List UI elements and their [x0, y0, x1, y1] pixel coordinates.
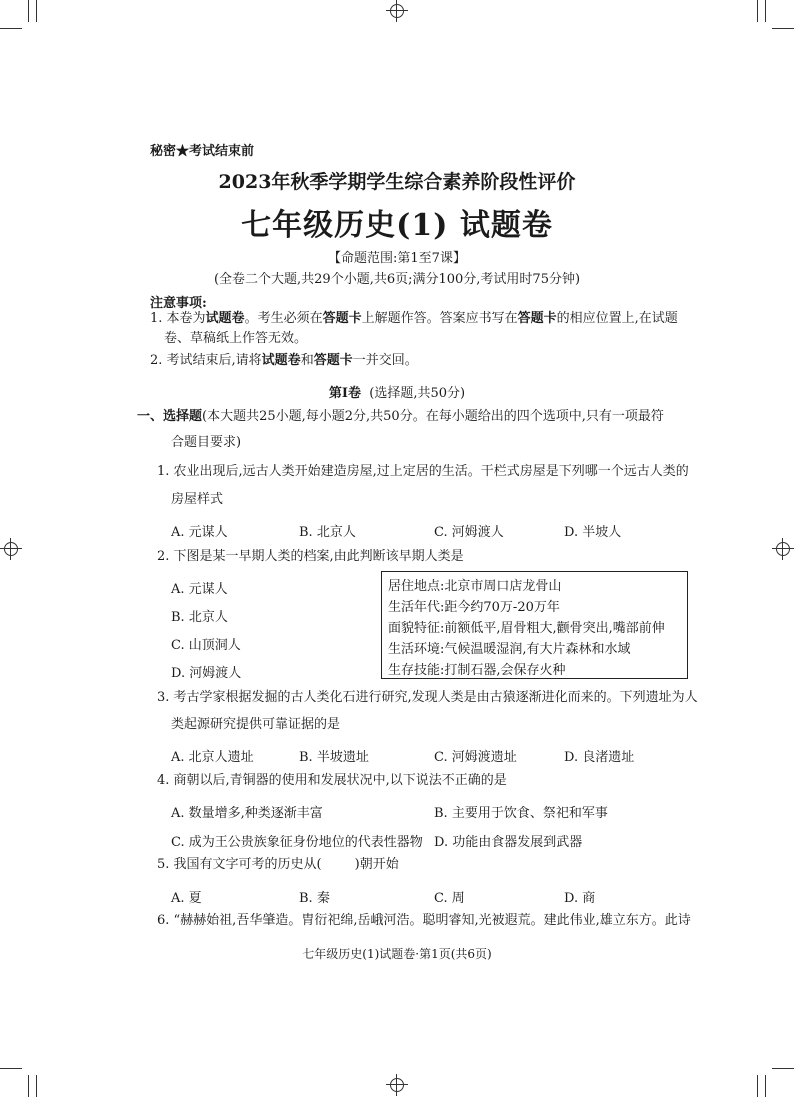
registration-mark-left: [0, 538, 22, 560]
option: C. 河姆渡人: [434, 525, 504, 540]
option: A. 北京人遗址: [171, 750, 254, 765]
crop-mark: [772, 28, 794, 29]
option: C. 周: [434, 891, 465, 906]
exam-title: 2023年秋季学期学生综合素养阶段性评价: [218, 171, 576, 193]
crop-mark: [0, 28, 22, 29]
option: A. 元谋人: [171, 525, 228, 540]
page-footer: 七年级历史(1)试题卷·第1页(共6页): [302, 947, 492, 961]
paper-title: 七年级历史(1) 试题卷: [241, 208, 553, 243]
option: B. 北京人: [299, 525, 356, 540]
option: B. 主要用于饮食、祭祀和军事: [434, 806, 608, 821]
option: C. 成为王公贵族象征身份地位的代表性器物: [171, 835, 423, 850]
question-4: 4. 商朝以后,青铜器的使用和发展状况中,以下说法不正确的是: [157, 773, 507, 788]
confidential-label: 秘密★考试结束前: [150, 144, 255, 159]
crop-mark: [28, 0, 29, 22]
option: D. 半坡人: [564, 525, 622, 540]
crop-mark: [0, 1068, 22, 1069]
crop-mark: [757, 1075, 758, 1097]
question-1-cont: 房屋样式: [171, 492, 224, 507]
option: A. 夏: [171, 891, 202, 906]
notice-item-2: 2. 考试结束后,请将试题卷和答题卡一并交回。: [150, 353, 418, 368]
option: B. 半坡遗址: [299, 750, 369, 765]
profile-line: 生存技能:打制石器,会保存火种: [388, 663, 566, 678]
option: C. 山顶洞人: [171, 638, 241, 653]
crop-mark: [36, 1075, 37, 1097]
crop-mark: [36, 0, 37, 22]
question-3: 3. 考古学家根据发掘的古人类化石进行研究,发现人类是由古猿逐渐进化而来的。下列遗址为人: [157, 690, 698, 705]
option: C. 河姆渡遗址: [434, 750, 517, 765]
profile-line: 生活环境:气候温暖湿润,有大片森林和水域: [388, 642, 631, 657]
question-5: 5. 我国有文字可考的历史从( )朝开始: [157, 857, 399, 872]
notice-item-1: 1. 本卷为试题卷。考生必须在答题卡上解题作答。答案应书写在答题卡的相应位置上,在试题: [150, 311, 678, 326]
exam-info: (全卷二个大题,共29个小题,共6页;满分100分,考试用时75分钟): [213, 272, 581, 287]
profile-line: 面貌特征:前额低平,眉骨粗大,颧骨突出,嘴部前伸: [388, 621, 665, 636]
question-1: 1. 农业出现后,远古人类开始建造房屋,过上定居的生活。干栏式房屋是下列哪一个远古人类的: [157, 464, 689, 479]
crop-mark: [757, 0, 758, 22]
crop-mark: [765, 0, 766, 22]
option: B. 秦: [299, 891, 330, 906]
profile-box: [381, 571, 688, 679]
crop-mark: [28, 1075, 29, 1097]
registration-mark-bottom: [386, 1074, 408, 1096]
scope-line: 【命题范围:第1至7课】: [328, 251, 466, 266]
registration-mark-right: [772, 538, 794, 560]
question-6: 6. “赫赫始祖,吾华肇造。胄衍祀绵,岳峨河浩。聪明睿知,光被遐荒。建此伟业,雄立东方。此诗: [157, 913, 691, 928]
crop-mark: [772, 1068, 794, 1069]
option: D. 功能由食器发展到武器: [434, 835, 583, 850]
profile-line: 居住地点:北京市周口店龙骨山: [388, 579, 562, 594]
option: B. 北京人: [171, 610, 228, 625]
profile-line: 生活年代:距今约70万-20万年: [388, 600, 560, 615]
option: D. 商: [564, 891, 596, 906]
crop-mark: [765, 1075, 766, 1097]
question-3-cont: 类起源研究提供可靠证据的是: [171, 717, 341, 732]
option: A. 元谋人: [171, 582, 228, 597]
section-heading-cont: 合题目要求): [171, 435, 242, 450]
notice-item-1-cont: 卷、草稿纸上作答无效。: [164, 331, 308, 346]
option: A. 数量增多,种类逐渐丰富: [171, 806, 323, 821]
notice-heading: 注意事项:: [150, 296, 207, 311]
question-2: 2. 下图是某一早期人类的档案,由此判断该早期人类是: [157, 549, 464, 564]
option: D. 河姆渡人: [171, 666, 242, 681]
section-heading: 一、选择题(本大题共25小题,每小题2分,共50分。在每小题给出的四个选项中,只有一项最符: [137, 409, 664, 424]
part-title: 第Ⅰ卷 (选择题,共50分): [328, 386, 466, 401]
option: D. 良渚遗址: [564, 750, 635, 765]
registration-mark-top: [386, 0, 408, 22]
